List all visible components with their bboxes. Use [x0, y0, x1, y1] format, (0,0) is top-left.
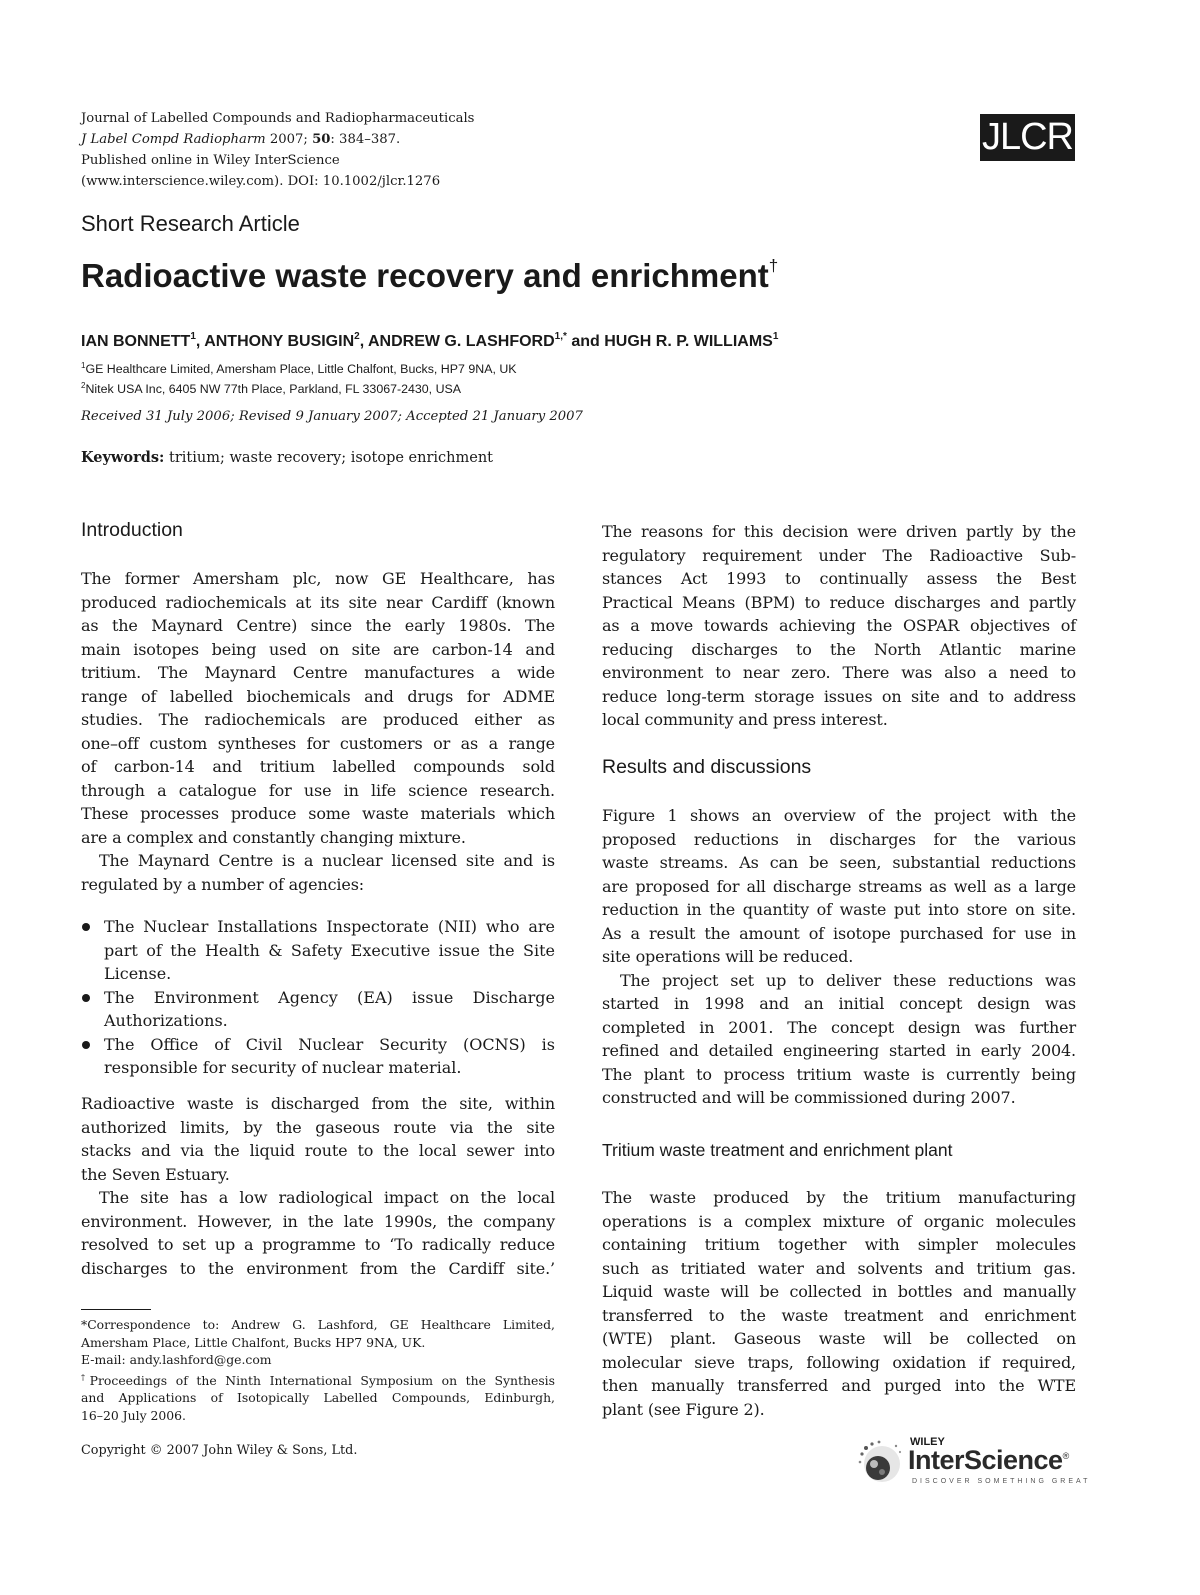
affiliation — [81, 381, 461, 396]
list-item — [81, 1033, 555, 1080]
text-line: transferred to the waste treatment and enrichment — [602, 1305, 1076, 1325]
text-line: The Environment Agency (EA) issue Discharge — [104, 987, 555, 1007]
intro-paragraph-1 — [81, 567, 555, 896]
text-line: tritium. The Maynard Centre manufactures a wide — [81, 663, 555, 682]
bullet-icon — [82, 994, 90, 1002]
text-line: responsible for security of nuclear material. — [104, 1058, 462, 1077]
tritium-paragraph — [602, 1186, 1076, 1421]
journal-citation — [81, 129, 474, 150]
results-paragraph-1 — [602, 804, 1076, 1110]
wiley-wordmark: WILEY — [910, 1436, 945, 1448]
text-line: Authorizations. — [104, 1011, 228, 1030]
text-line: the Seven Estuary. — [81, 1164, 230, 1184]
text-line: waste streams. As can be seen, substantial reductions — [602, 853, 1076, 872]
text-line: are proposed for all discharge streams as well as a large — [602, 876, 1076, 896]
footnote-line — [81, 1369, 555, 1390]
affiliation-text: GE Healthcare Limited, Amersham Place, Little Chalfont, Bucks, HP7 9NA, UK — [85, 362, 517, 376]
author-name: ANTHONY BUSIGIN — [204, 333, 355, 350]
title-text: Radioactive waste recovery and enrichment — [81, 257, 769, 294]
citation-volume: 50 — [312, 132, 331, 147]
author-affil-mark: 2 — [354, 331, 360, 342]
text-line: part of the Health & Safety Executive issue the Site — [104, 940, 555, 960]
text-line: reduce long-term storage issues on site and to address — [602, 686, 1076, 706]
right-paragraph-1 — [602, 520, 1076, 732]
published-line: Published online in Wiley InterScience — [81, 153, 340, 168]
affiliation — [81, 361, 517, 376]
text-line: environment to near zero. There was also a need to — [602, 663, 1076, 682]
footnote-line: and Applications of Isotopically Labelled Compounds, Edinburgh, — [81, 1390, 555, 1406]
keywords-label: Keywords: — [81, 449, 165, 466]
text-line: refined and detailed engineering started in early 2004. — [602, 1041, 1076, 1060]
text-line: Radioactive waste is discharged from the site, within — [81, 1094, 555, 1113]
text-line: range of labelled biochemicals and drugs for ADME — [81, 686, 555, 706]
copyright: Copyright © 2007 John Wiley & Sons, Ltd. — [81, 1443, 358, 1458]
globe-icon — [858, 1438, 908, 1488]
text-line: main isotopes being used on site are carbon-14 and — [81, 639, 555, 659]
text-line: Figure 1 shows an overview of the project with the — [602, 806, 1076, 825]
text-line: The Maynard Centre is a nuclear licensed site and is — [99, 851, 555, 870]
footnote-email: E-mail: andy.lashford@ge.com — [81, 1352, 272, 1368]
keywords-text: tritium; waste recovery; isotope enrichment — [169, 450, 493, 466]
journal-logo: JLCR — [980, 114, 1075, 161]
author-affil-mark: 1,* — [554, 331, 567, 342]
list-item — [81, 915, 555, 986]
journal-header — [81, 108, 474, 192]
author-name: IAN BONNETT — [81, 333, 191, 350]
intro-paragraph-3 — [81, 1092, 555, 1280]
text-line: started in 1998 and an initial concept design was — [602, 994, 1076, 1013]
doi-line: (www.interscience.wiley.com). DOI: 10.1002/jlcr.1276 — [81, 174, 441, 189]
journal-name: Journal of Labelled Compounds and Radiopharmaceuticals — [81, 111, 475, 126]
registered-mark: ® — [1062, 1451, 1069, 1461]
affiliation-number: 1 — [81, 361, 86, 370]
text-line: such as tritiated water and solvents and tritium gas. — [602, 1258, 1076, 1278]
interscience-text: InterScience — [908, 1445, 1063, 1475]
article-title — [81, 256, 778, 295]
text-line: stacks and via the liquid route to the local sewer into — [81, 1141, 555, 1160]
footnotes — [81, 1316, 555, 1425]
text-line: The Office of Civil Nuclear Security (OCNS) is — [104, 1034, 555, 1054]
logo-tagline: DISCOVER SOMETHING GREAT — [912, 1478, 1091, 1485]
author-affil-mark: 1 — [190, 331, 196, 342]
text-line: completed in 2001. The concept design was further — [602, 1017, 1076, 1037]
text-line: as the Maynard Centre) since the early 1980s. The — [81, 616, 555, 635]
text-line: as a move towards achieving the OSPAR objectives of — [602, 616, 1076, 635]
text-line: site operations will be reduced. — [602, 947, 854, 966]
text-line: regulatory requirement under The Radioactive Sub- — [602, 545, 1076, 565]
text-line: studies. The radiochemicals are produced either as — [81, 710, 555, 729]
author-name: HUGH R. P. WILLIAMS — [604, 333, 773, 350]
agency-list — [81, 915, 555, 1080]
author-separator: , — [359, 333, 368, 350]
text-line: resolved to set up a programme to ‘To radically reduce — [81, 1235, 555, 1254]
article-type: Short Research Article — [81, 211, 300, 236]
text-line: discharges to the environment from the Cardiff site.’ — [81, 1258, 555, 1278]
wiley-interscience-logo — [858, 1436, 1091, 1490]
text-line: The Nuclear Installations Inspectorate (NII) who are — [104, 917, 555, 936]
text-line: License. — [104, 964, 172, 983]
bullet-icon — [82, 923, 90, 931]
author-affil-mark: 1 — [772, 331, 779, 342]
author-separator: , — [195, 333, 205, 350]
footnote-mark: † — [81, 1372, 90, 1382]
citation-pages: : 384–387. — [330, 132, 401, 147]
footnote-text: Proceedings of the Ninth International Symposium on the Synthesis — [89, 1372, 555, 1388]
text-line: stances Act 1993 to continually assess the Best — [602, 569, 1076, 588]
text-line: As a result the amount of isotope purchased for use in — [602, 923, 1076, 943]
citation-year: 2007; — [265, 132, 313, 147]
affiliation-number: 2 — [81, 381, 86, 390]
text-line: of carbon-14 and tritium labelled compounds sold — [81, 757, 555, 776]
text-line: reduction in the quantity of waste put into store on site. — [602, 900, 1076, 919]
text-line: molecular sieve traps, following oxidation if required, — [602, 1352, 1076, 1372]
footnote-line: *Correspondence to: Andrew G. Lashford, GE Healthcare Limited, — [81, 1317, 555, 1332]
text-line: The plant to process tritium waste is currently being — [602, 1064, 1076, 1084]
text-line: are a complex and constantly changing mixture. — [81, 827, 466, 847]
text-line: plant (see Figure 2). — [602, 1399, 765, 1419]
section-heading-results: Results and discussions — [602, 756, 812, 778]
text-line: These processes produce some waste materials which — [81, 804, 555, 823]
text-line: through a catalogue for use in life science research. — [81, 780, 555, 800]
author-separator: and — [566, 333, 605, 350]
footnote-rule — [81, 1309, 151, 1310]
affiliation-text: Nitek USA Inc, 6405 NW 77th Place, Parkland, FL 33067-2430, USA — [85, 382, 462, 396]
footnote-line: 16–20 July 2006. — [81, 1407, 186, 1423]
text-line: proposed reductions in discharges for the various — [602, 829, 1076, 849]
interscience-wordmark — [908, 1445, 1069, 1476]
text-line: authorized limits, by the gaseous route via the site — [81, 1117, 555, 1137]
text-line: containing tritium together with simpler molecules — [602, 1235, 1076, 1254]
article-dates: Received 31 July 2006; Revised 9 January 2007; Accepted 21 January 2007 — [81, 409, 583, 424]
text-line: environment. However, in the late 1990s, the company — [81, 1211, 555, 1231]
text-line: produced radiochemicals at its site near Cardiff (known — [81, 592, 555, 612]
keywords — [81, 449, 493, 466]
text-line: The site has a low radiological impact on the local — [99, 1188, 555, 1207]
text-line: (WTE) plant. Gaseous waste will be collected on — [602, 1329, 1076, 1348]
text-line: constructed and will be commissioned during 2007. — [602, 1088, 1016, 1107]
text-line: The former Amersham plc, now GE Healthcare, has — [81, 569, 555, 588]
author-name: ANDREW G. LASHFORD — [367, 333, 555, 350]
text-line: The project set up to deliver these reductions was — [620, 970, 1076, 990]
subsection-heading-tritium: Tritium waste treatment and enrichment plant — [602, 1140, 953, 1160]
footnote-line: Amersham Place, Little Chalfont, Bucks HP7 9NA, UK. — [81, 1334, 426, 1350]
title-footnote-mark: † — [768, 256, 779, 275]
text-line: Practical Means (BPM) to reduce discharges and partly — [602, 592, 1076, 612]
text-line: then manually transferred and purged into the WTE — [602, 1376, 1076, 1395]
bullet-icon — [82, 1041, 90, 1049]
text-line: regulated by a number of agencies: — [81, 874, 365, 894]
section-heading-introduction: Introduction — [81, 519, 183, 541]
text-line: The waste produced by the tritium manufacturing — [602, 1188, 1076, 1207]
citation-abbrev: J Label Compd Radiopharm — [81, 132, 266, 147]
text-line: The reasons for this decision were driven partly by the — [602, 522, 1076, 541]
text-line: local community and press interest. — [602, 710, 888, 729]
list-item — [81, 986, 555, 1033]
text-line: Liquid waste will be collected in bottles and manually — [602, 1282, 1076, 1301]
author-list — [81, 331, 778, 351]
text-line: one–off custom syntheses for customers or as a range — [81, 733, 555, 753]
text-line: operations is a complex mixture of organic molecules — [602, 1211, 1076, 1231]
text-line: reducing discharges to the North Atlantic marine — [602, 639, 1076, 659]
